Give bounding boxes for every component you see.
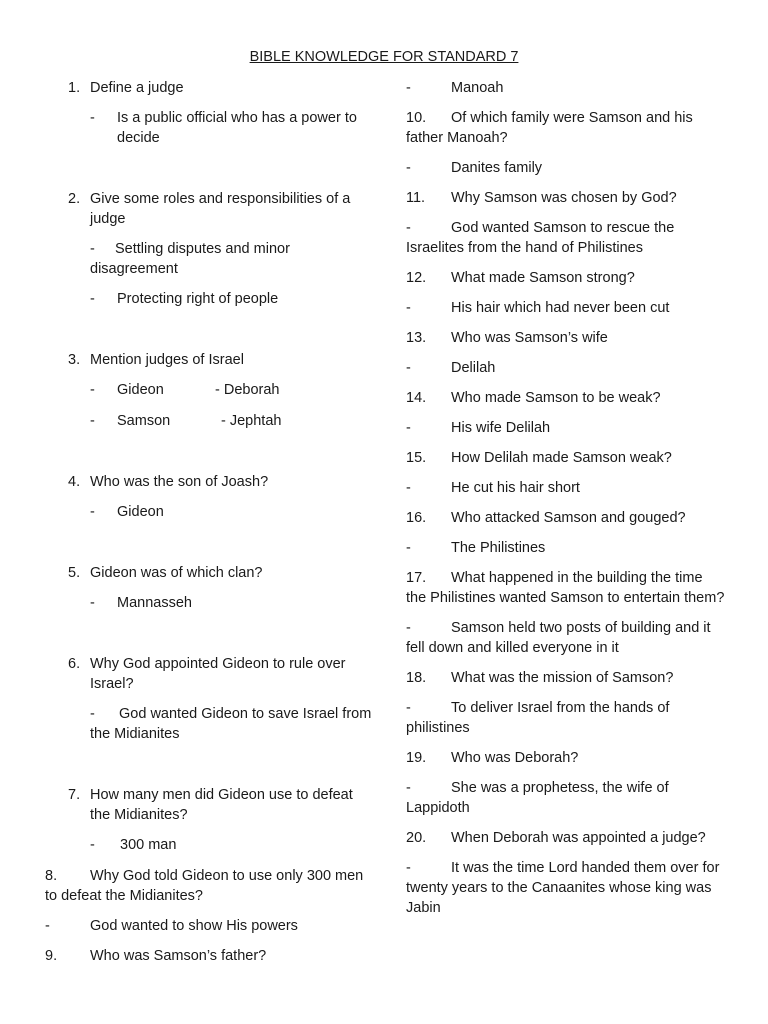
dash-marker: - bbox=[90, 110, 95, 126]
question-text: What happened in the building the time the Philistines wanted Samson to entertain them? bbox=[406, 570, 725, 606]
question-number: 1. bbox=[68, 80, 81, 96]
judge-name: - Deborah bbox=[215, 382, 280, 398]
dash-marker: - bbox=[90, 413, 95, 429]
dash-marker: - bbox=[90, 706, 95, 722]
question-text: Of which family were Samson and his father Manoah? bbox=[406, 110, 693, 146]
question-7 bbox=[45, 785, 375, 855]
question-text: Mention judges of Israel bbox=[90, 352, 244, 368]
question-text: Who made Samson to be weak? bbox=[451, 390, 661, 406]
question-number: 9. bbox=[45, 948, 58, 964]
answer-text: His hair which had never been cut bbox=[451, 300, 670, 316]
dash-marker: - bbox=[90, 382, 95, 398]
dash-marker: - bbox=[406, 480, 411, 496]
answer-text: Protecting right of people bbox=[117, 291, 279, 307]
question-1 bbox=[45, 78, 375, 148]
dash-marker: - bbox=[406, 220, 411, 236]
question-text: Who was Samson’s wife bbox=[451, 330, 608, 346]
answer-text: To deliver Israel from the hands of philistines bbox=[406, 700, 670, 736]
answer-text: His wife Delilah bbox=[451, 420, 551, 436]
dash-marker: - bbox=[406, 700, 411, 716]
answer-text: He cut his hair short bbox=[451, 480, 580, 496]
answer-text: The Philistines bbox=[451, 540, 546, 556]
answer-text: Gideon bbox=[117, 504, 164, 520]
question-number: 7. bbox=[68, 787, 81, 803]
question-18 bbox=[406, 668, 726, 738]
question-12 bbox=[406, 268, 726, 318]
question-text: Give some roles and responsibilities of a judge bbox=[90, 191, 351, 227]
dash-marker: - bbox=[406, 780, 411, 796]
question-text: Why God appointed Gideon to rule over Israel? bbox=[90, 656, 346, 692]
question-text: Why God told Gideon to use only 300 men to defeat the Midianites? bbox=[45, 868, 364, 904]
question-2 bbox=[45, 189, 375, 309]
dash-marker: - bbox=[406, 360, 411, 376]
answer-text: Manoah bbox=[451, 80, 504, 96]
question-text: Define a judge bbox=[90, 80, 184, 96]
question-number: 14. bbox=[406, 390, 427, 406]
dash-marker: - bbox=[406, 420, 411, 436]
question-number: 10. bbox=[406, 110, 427, 126]
question-number: 4. bbox=[68, 474, 81, 490]
question-number: 15. bbox=[406, 450, 427, 466]
dash-marker: - bbox=[90, 504, 95, 520]
question-text: When Deborah was appointed a judge? bbox=[451, 830, 706, 846]
question-19 bbox=[406, 748, 726, 818]
dash-marker: - bbox=[90, 595, 95, 611]
page-title: BIBLE KNOWLEDGE FOR STANDARD 7 bbox=[249, 49, 519, 65]
answer-text: It was the time Lord handed them over for twenty years to the Canaanites whose king was Jabin bbox=[406, 860, 720, 916]
question-number: 5. bbox=[68, 565, 81, 581]
right-column bbox=[406, 78, 726, 918]
left-column bbox=[45, 78, 375, 966]
dash-marker: - bbox=[406, 160, 411, 176]
question-10 bbox=[406, 108, 726, 178]
question-number: 20. bbox=[406, 830, 427, 846]
dash-marker: - bbox=[406, 80, 411, 96]
answer-text: 300 man bbox=[120, 837, 177, 853]
dash-marker: - bbox=[406, 300, 411, 316]
question-number: 3. bbox=[68, 352, 81, 368]
question-13 bbox=[406, 328, 726, 378]
answer-text: Danites family bbox=[451, 160, 543, 176]
question-number: 2. bbox=[68, 191, 81, 207]
question-number: 11. bbox=[406, 190, 426, 206]
question-16 bbox=[406, 508, 726, 558]
question-text: Who attacked Samson and gouged? bbox=[451, 510, 686, 526]
question-number: 13. bbox=[406, 330, 427, 346]
dash-marker: - bbox=[90, 837, 95, 853]
question-number: 12. bbox=[406, 270, 427, 286]
question-11 bbox=[406, 188, 726, 258]
judge-name: Gideon bbox=[117, 382, 164, 398]
question-6 bbox=[45, 654, 375, 744]
dash-marker: - bbox=[45, 918, 50, 934]
answer-text: Delilah bbox=[451, 360, 496, 376]
question-number: 17. bbox=[406, 570, 427, 586]
question-9 bbox=[45, 946, 375, 966]
question-17 bbox=[406, 568, 726, 658]
question-15 bbox=[406, 448, 726, 498]
answer-text: God wanted to show His powers bbox=[90, 918, 298, 934]
question-3 bbox=[45, 350, 375, 431]
question-14 bbox=[406, 388, 726, 438]
dash-marker: - bbox=[406, 860, 411, 876]
question-text: What was the mission of Samson? bbox=[451, 670, 674, 686]
question-8 bbox=[45, 866, 375, 936]
question-text: Who was Deborah? bbox=[451, 750, 579, 766]
question-text: Who was the son of Joash? bbox=[90, 474, 269, 490]
question-20 bbox=[406, 828, 726, 918]
answer-text: Is a public official who has a power to decide bbox=[117, 110, 357, 146]
question-text: How Delilah made Samson weak? bbox=[451, 450, 672, 466]
judge-name: Samson bbox=[117, 413, 171, 429]
judge-name: - Jephtah bbox=[221, 413, 282, 429]
question-text: Gideon was of which clan? bbox=[90, 565, 263, 581]
answer-text: Mannasseh bbox=[117, 595, 192, 611]
question-number: 19. bbox=[406, 750, 427, 766]
answer-text: Samson held two posts of building and it fell down and killed everyone in it bbox=[406, 620, 711, 656]
question-text: What made Samson strong? bbox=[451, 270, 635, 286]
answer-text: Settling disputes and minor disagreement bbox=[90, 241, 290, 277]
question-4 bbox=[45, 472, 375, 522]
question-number: 16. bbox=[406, 510, 427, 526]
question-text: Who was Samson’s father? bbox=[90, 948, 267, 964]
dash-marker: - bbox=[406, 540, 411, 556]
question-text: Why Samson was chosen by God? bbox=[451, 190, 677, 206]
answer-text: God wanted Samson to rescue the Israelites from the hand of Philistines bbox=[406, 220, 675, 256]
question-number: 8. bbox=[45, 868, 58, 884]
answer-9 bbox=[406, 78, 726, 98]
dash-marker: - bbox=[90, 241, 95, 257]
question-text: How many men did Gideon use to defeat the Midianites? bbox=[90, 787, 353, 823]
dash-marker: - bbox=[406, 620, 411, 636]
question-number: 6. bbox=[68, 656, 81, 672]
answer-text: She was a prophetess, the wife of Lappidoth bbox=[406, 780, 669, 816]
question-5 bbox=[45, 563, 375, 613]
dash-marker: - bbox=[90, 291, 95, 307]
answer-text: God wanted Gideon to save Israel from the Midianites bbox=[90, 706, 372, 742]
question-number: 18. bbox=[406, 670, 427, 686]
